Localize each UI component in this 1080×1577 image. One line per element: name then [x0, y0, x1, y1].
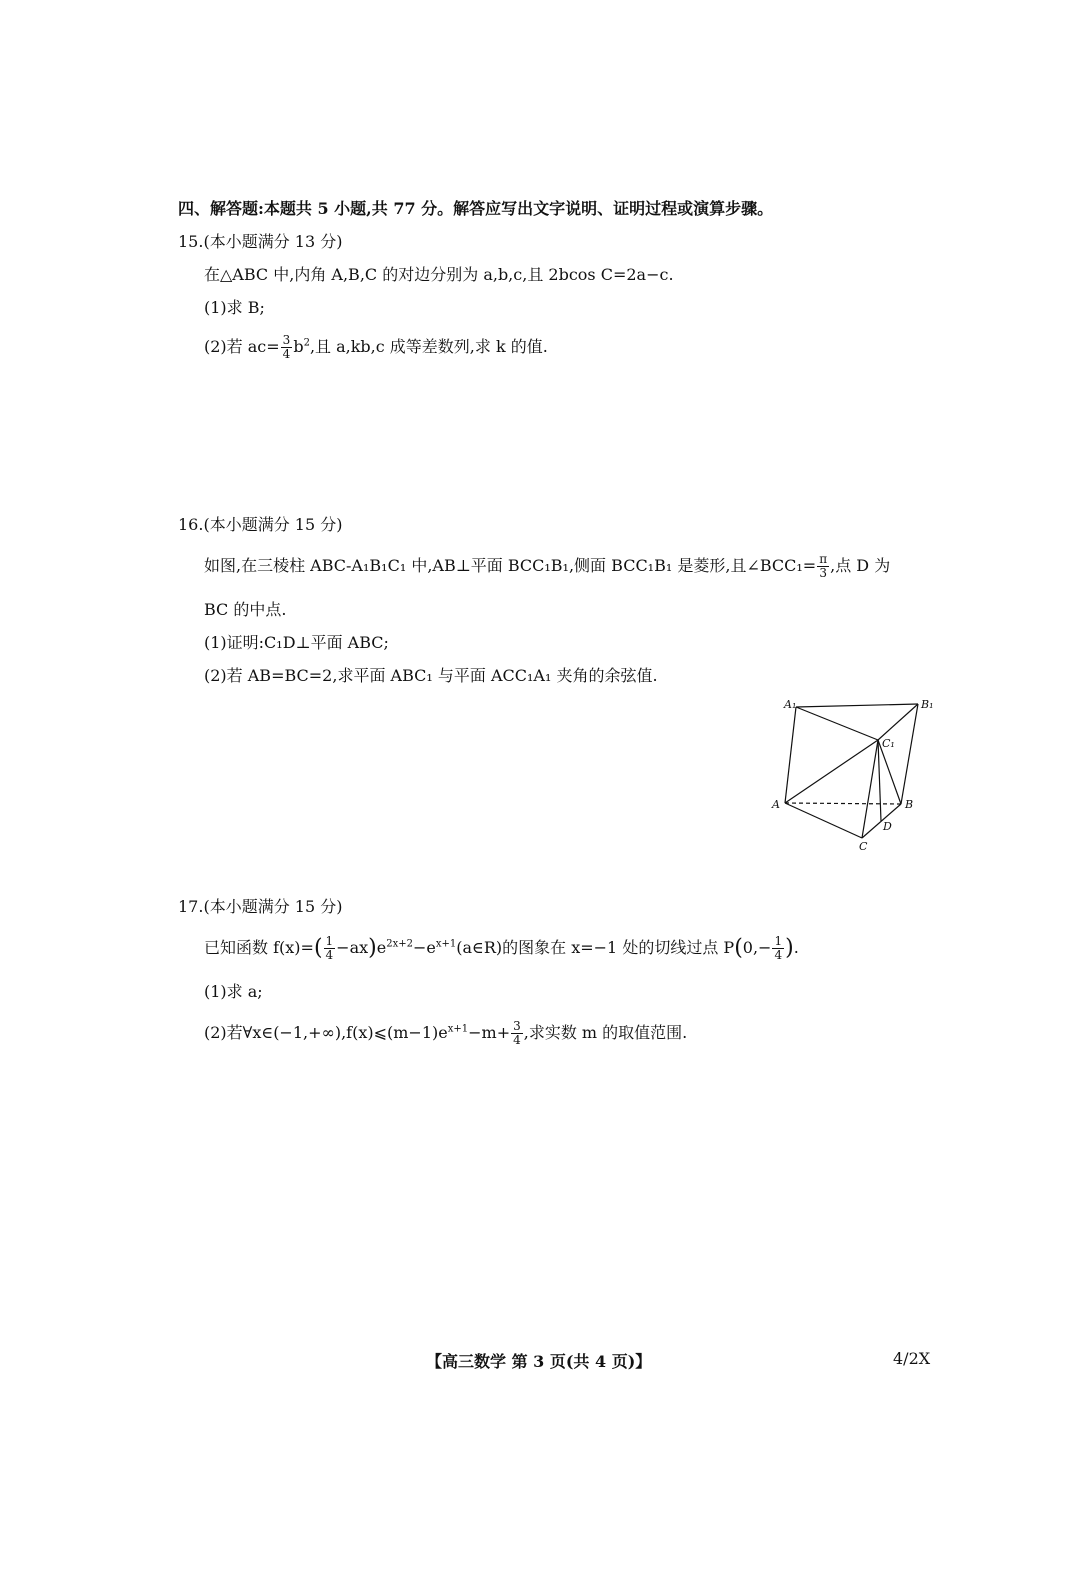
- q15-part2-b: b: [293, 337, 304, 356]
- q15-part2-frac-num: 3: [282, 333, 291, 347]
- q16-title: 16.(本小题满分 15 分): [178, 515, 343, 534]
- q17-frac2-num: 1: [774, 934, 783, 948]
- prism-figure: [770, 692, 940, 854]
- q15-part2-sup: 2: [303, 337, 310, 349]
- q17-stem-c: −e: [412, 938, 436, 957]
- page-footer: 【高三数学 第 3 页(共 4 页)】: [426, 1352, 652, 1371]
- q17-point-close: ): [785, 935, 794, 961]
- q15-title: 15.(本小题满分 13 分): [178, 232, 343, 251]
- q16-stem-line2: BC 的中点.: [204, 600, 287, 619]
- label-B1: B₁: [921, 698, 934, 711]
- label-A1: A₁: [784, 698, 797, 711]
- q16-stem-fraction: [817, 553, 829, 580]
- q16-part2: (2)若 AB=BC=2,求平面 ABC₁ 与平面 ACC₁A₁ 夹角的余弦值.: [204, 666, 658, 685]
- section-heading: 四、解答题:本题共 5 小题,共 77 分。解答应写出文字说明、证明过程或演算步骤。: [178, 199, 774, 218]
- q15-part2-prefix: (2)若 ac=: [204, 337, 280, 356]
- q15-part2: [204, 334, 548, 361]
- q17-exp2: x+1: [435, 938, 457, 950]
- q17-stem-d: (a∈R)的图象在 x=−1 处的切线过点 P: [456, 938, 735, 957]
- q17-title: 17.(本小题满分 15 分): [178, 897, 343, 916]
- label-B: B: [905, 798, 914, 811]
- q17-part2: [204, 1020, 687, 1047]
- q17-stem-b: −ax: [336, 938, 369, 957]
- q15-part1: (1)求 B;: [204, 298, 265, 317]
- q17-point-open: (: [734, 935, 743, 961]
- q17-frac1: [324, 935, 336, 962]
- label-C: C: [859, 840, 868, 853]
- q17-part2-b: −m+: [468, 1023, 511, 1042]
- q15-part2-rest: ,且 a,kb,c 成等差数列,求 k 的值.: [309, 337, 548, 356]
- q17-paren-close: ): [368, 935, 377, 961]
- q16-stem-line1: [204, 553, 890, 580]
- edge-AA1: [785, 707, 796, 803]
- edge-B1C1: [878, 704, 918, 740]
- label-A: A: [772, 798, 780, 811]
- q16-stem-b: ,点 D 为: [830, 556, 891, 575]
- edge-AB-hidden: [785, 803, 901, 804]
- q17-part1: (1)求 a;: [204, 982, 263, 1001]
- q17-part2-a: (2)若∀x∈(−1,+∞),f(x)⩽(m−1)e: [204, 1023, 448, 1042]
- q17-frac2: [772, 935, 784, 962]
- q16-stem-frac-num: π: [819, 552, 828, 566]
- q17-frac1-den: 4: [325, 948, 334, 962]
- q17-stem-a: 已知函数 f(x)=: [204, 938, 314, 957]
- edge-C1D: [878, 740, 881, 821]
- q17-stem: 已知函数 f(x)=( $\frac{1}{4}$ $-ax)e^{2x+2}-e^{x+1}(a\in R)$的图象在 x=−1 处的切线过点 P(0,− $\frac{1}{4}$ ).: [204, 934, 799, 962]
- page-code: 4/2X: [893, 1349, 931, 1368]
- q15-part2-frac-den: 4: [282, 347, 291, 361]
- edge-CC1: [862, 740, 878, 838]
- q17-frac1-num: 1: [325, 934, 334, 948]
- q17-part2-fraction: [511, 1020, 523, 1047]
- edge-A1C1: [796, 707, 878, 740]
- q17-point-a: 0,−: [742, 938, 772, 957]
- q17-paren-open: (: [313, 935, 323, 961]
- q17-frac2-den: 4: [774, 948, 783, 962]
- q17-exp1: 2x+2: [386, 938, 413, 950]
- edge-BC: [862, 804, 901, 838]
- q16-stem-frac-den: 3: [819, 566, 827, 580]
- q16-stem-a: 如图,在三棱柱 ABC-A₁B₁C₁ 中,AB⊥平面 BCC₁B₁,侧面 BCC₁B₁ 是菱形,且∠BCC₁=: [204, 556, 817, 575]
- label-D: D: [883, 820, 892, 833]
- edge-A1B1: [796, 704, 918, 707]
- q15-part2-fraction: [281, 334, 293, 361]
- q17-part2-exp: x+1: [447, 1023, 469, 1035]
- q16-part1: (1)证明:C₁D⊥平面 ABC;: [204, 633, 389, 652]
- q17-part2-c: ,求实数 m 的取值范围.: [523, 1023, 688, 1042]
- q17-part2-frac-num: 3: [513, 1019, 521, 1033]
- edge-AC: [785, 803, 862, 838]
- edge-BB1: [901, 704, 918, 804]
- edge-AC1: [785, 740, 878, 803]
- label-C1: C₁: [882, 737, 895, 750]
- q17-part2-frac-den: 4: [513, 1033, 521, 1047]
- q15-stem: 在△ABC 中,内角 A,B,C 的对边分别为 a,b,c,且 2bcos C=2a−c.: [204, 265, 674, 284]
